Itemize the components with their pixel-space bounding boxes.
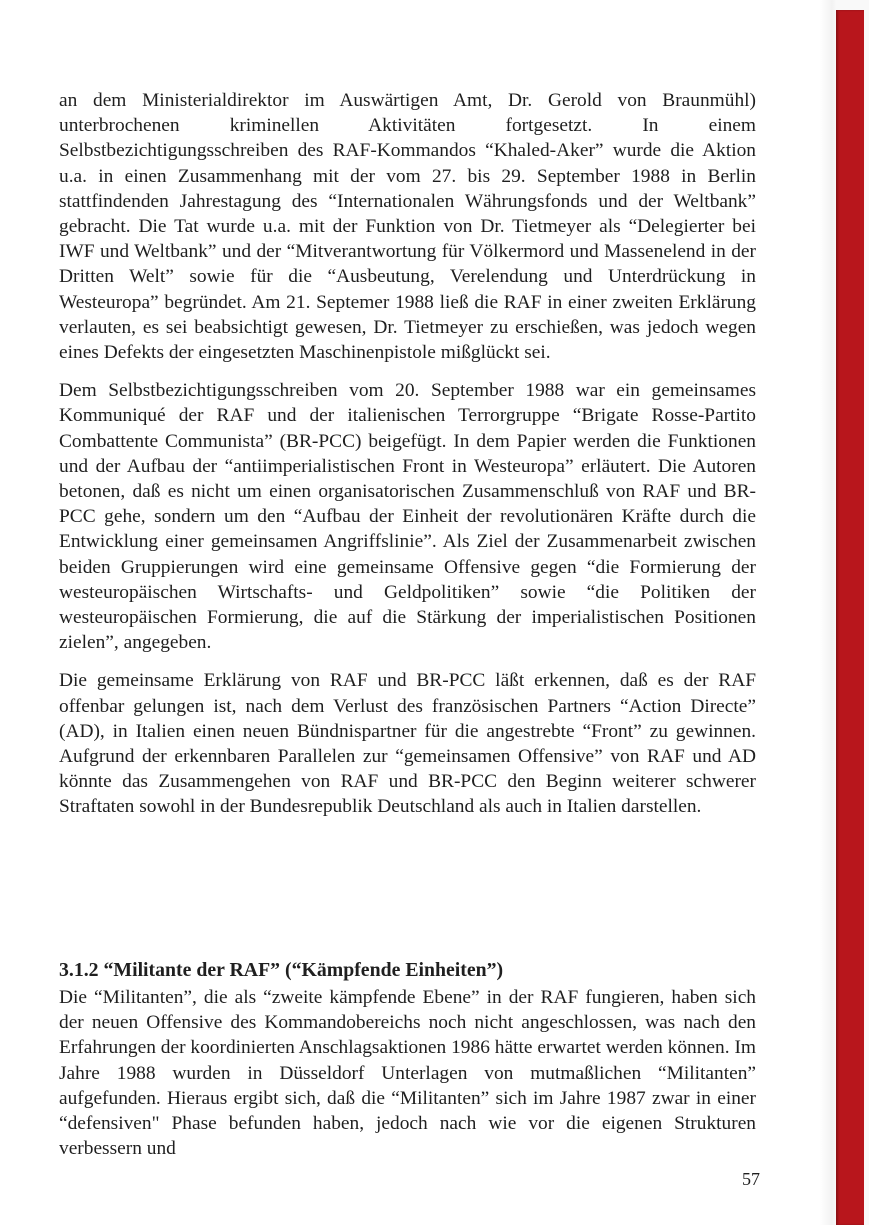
section-heading: 3.1.2 “Militante der RAF” (“Kämpfende Einheiten”) — [59, 959, 504, 981]
paragraph-3: Die gemeinsame Erklärung von RAF und BR-PCC läßt erkennen, daß es der RAF offenbar gelungen ist, nach dem Verlust des französischen Partners “Action Directe” (AD), in Italien einen neuen Bündnispartner für die angestrebte “Front” zu gewinnen. Aufgrund der erkennbaren Parallelen zur “gemeinsamen Offensive” von RAF und AD könnte das Zusammengehen von RAF und BR-PCC den Beginn weiterer schwerer Straftaten sowohl in der Bundesrepublik Deutschland als auch in Italien darstellen. — [59, 670, 756, 818]
paragraph-1: an dem Ministerialdirektor im Auswärtigen Amt, Dr. Gerold von Braunmühl) unterbrochenen kriminellen Aktivitäten fortgesetzt. In einem Selbstbezichtigungsschreiben des RAF-Kommandos “Khaled-Aker” wurde die Aktion u.a. in einen Zusammenhang mit der vom 27. bis 29. September 1988 in Berlin stattfindenden Jahrestagung des “Internationalen Währungsfonds und der Weltbank” gebracht. Die Tat wurde u.a. mit der Funktion von Dr. Tietmeyer als “Delegierter bei IWF und Weltbank” und der “Mitverantwortung für Völkermord und Massenelend in der Dritten Welt” sowie für die “Ausbeutung, Verelendung und Unterdrückung in Westeuropa” begründet. Am 21. Septemer 1988 ließ die RAF in einer zweiten Erklärung verlauten, es sei beabsichtigt gewesen, Dr. Tietmeyer zu erschießen, was jedoch wegen eines Defekts der eingesetzten Maschinenpistole mißglückt sei. — [59, 90, 756, 364]
section-paragraph: Die “Militanten”, die als “zweite kämpfende Ebene” in der RAF fungieren, haben sich der neuen Offensive des Kommandobereichs noch nicht angeschlossen, was nach den Erfahrungen der koordinierten Anschlagsaktionen 1986 hätte erwartet werden können. Im Jahre 1988 wurden in Düsseldorf Unterlagen von mutmaßlichen “Militanten” aufgefunden. Hieraus ergibt sich, daß die “Militanten” sich im Jahre 1987 zwar in einer “defensiven" Phase befunden haben, jedoch nach wie vor die eigenen Strukturen verbessern und — [59, 987, 756, 1160]
red-page-edge — [836, 10, 864, 1225]
page-number: 57 — [742, 1169, 760, 1189]
paragraph-2: Dem Selbstbezichtigungsschreiben vom 20. September 1988 war ein gemeinsames Kommuniqué der RAF und der italienischen Terrorgruppe “Brigate Rosse-Partito Combattente Communista” (BR-PCC) beigefügt. In dem Papier werden die Funktionen und der Aufbau der “antiimperialistischen Front in Westeuropa” erläutert. Die Autoren betonen, daß es nicht um einen organisatorischen Zusammenschluß von RAF und BR-PCC gehe, sondern um den “Aufbau der Einheit der revolutionären Kräfte durch die Entwicklung einer gemeinsamen Angriffslinie”. Als Ziel der Zusammenarbeit zwischen beiden Gruppierungen wird eine gemeinsame Offensive gegen “die Formierung der westeuropäischen Wirtschafts- und Geldpolitiken” sowie “die Politiken der westeuropäischen Formierung, die auf die Stärkung der imperialistischen Positionen zielen”, angegeben. — [59, 380, 756, 654]
body-text — [59, 88, 756, 833]
